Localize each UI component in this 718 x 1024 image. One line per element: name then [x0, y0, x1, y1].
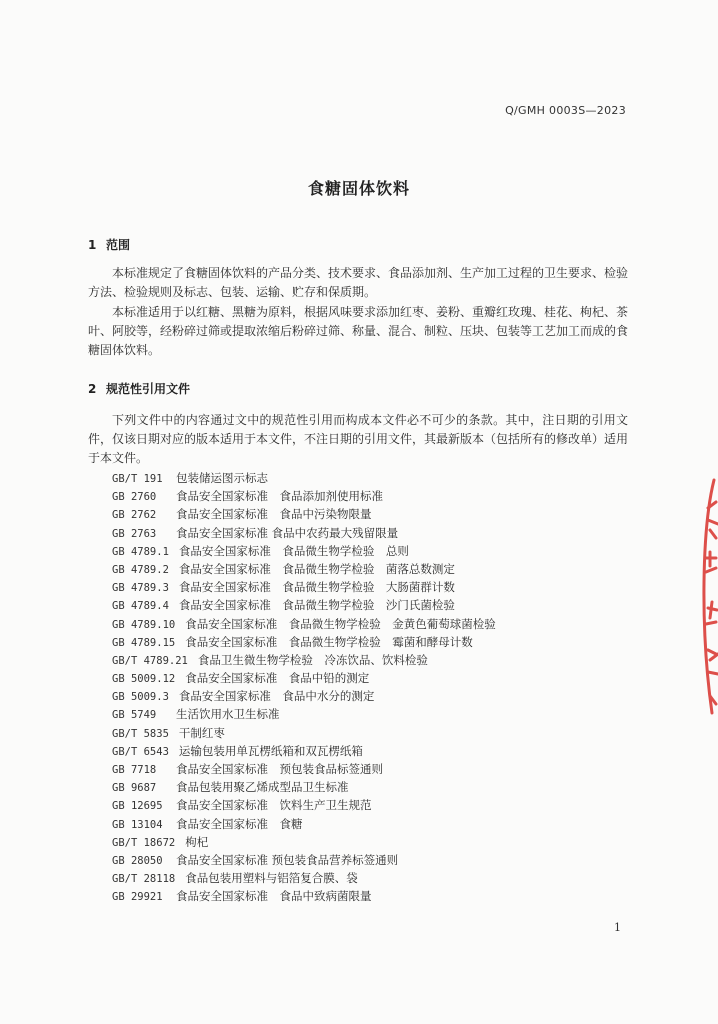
- reference-item: [112, 524, 496, 542]
- reference-title: 食品安全国家标准 食品微生物学检验 总则: [178, 543, 409, 558]
- reference-code: GB 2762: [112, 509, 157, 522]
- reference-code: GB 4789.2: [112, 563, 169, 576]
- reference-item: [112, 560, 496, 578]
- references-intro-paragraph: 下列文件中的内容通过文中的规范性引用而构成本文件必不可少的条款。其中，注日期的引用文件，仅该日期对应的版本适用于本文件，不注日期的引用文件，其最新版本（包括所有的修改单）适用于本文件。: [88, 413, 629, 465]
- reference-code: GB 7718: [112, 764, 157, 776]
- reference-item: [112, 705, 496, 723]
- section-heading-scope: [88, 236, 130, 253]
- reference-code: GB/T 28118: [112, 873, 176, 886]
- official-seal-stamp: [690, 468, 718, 728]
- reference-title: 运输包装用单瓦楞纸箱和双瓦楞纸箱: [178, 743, 363, 758]
- reference-title: 食品安全国家标准 预包装食品标签通则: [176, 762, 383, 776]
- reference-code: GB 9687: [112, 782, 157, 795]
- reference-title: 食品安全国家标准 食品中铅的测定: [185, 671, 370, 686]
- section-number: 1: [88, 238, 97, 252]
- reference-code: GB 28050: [112, 854, 163, 867]
- reference-item: [112, 724, 496, 742]
- reference-item: [112, 796, 496, 814]
- reference-title: 干制红枣: [178, 725, 225, 740]
- reference-item: [112, 687, 496, 705]
- reference-code: GB 5009.12: [112, 673, 176, 686]
- reference-item: [112, 742, 496, 760]
- reference-item: [112, 869, 496, 887]
- section-number: 2: [88, 382, 97, 396]
- reference-item: [112, 651, 496, 669]
- seal-glyph-stroke: [706, 552, 716, 572]
- reference-title: 生活饮用水卫生标准: [176, 707, 280, 722]
- reference-code: GB 5749: [112, 709, 157, 722]
- reference-title: 食品安全国家标准 预包装食品营养标签通则: [176, 852, 399, 867]
- reference-item: [112, 887, 496, 905]
- section-title: 范围: [106, 238, 131, 252]
- reference-title: 食品安全国家标准 食品微生物学检验 大肠菌群计数: [178, 580, 455, 595]
- reference-code: GB 29921: [112, 891, 163, 904]
- reference-item: [112, 487, 496, 505]
- reference-code: GB/T 5835: [112, 727, 169, 740]
- standard-code: Q/GMH 0003S—2023: [505, 104, 626, 117]
- reference-code: GB/T 191: [112, 473, 163, 485]
- reference-title: 食品安全国家标准 食品中农药最大残留限量: [176, 525, 399, 540]
- reference-title: 食品安全国家标准 食品添加剂使用标准: [176, 489, 383, 504]
- reference-code: GB 2763: [112, 527, 157, 540]
- page-number: 1: [614, 921, 621, 934]
- seal-glyph-stroke: [706, 602, 717, 624]
- reference-code: GB/T 6543: [112, 745, 169, 758]
- reference-title: 食品包装用聚乙烯成型品卫生标准: [176, 780, 349, 795]
- reference-title: 食品卫生微生物学检验 冷冻饮品、饮料检验: [197, 652, 428, 667]
- reference-title: 食品安全国家标准 食品微生物学检验 沙门氏菌检验: [178, 598, 455, 613]
- reference-title: 食品安全国家标准 饮料生产卫生规范: [176, 798, 372, 813]
- reference-code: GB 12695: [112, 800, 163, 813]
- reference-item: [112, 542, 496, 560]
- reference-title: 食品安全国家标准 食品微生物学检验 金黄色葡萄球菌检验: [185, 616, 496, 631]
- reference-code: GB 4789.1: [112, 545, 169, 558]
- seal-ring-arc: [704, 480, 714, 713]
- reference-code: GB 4789.4: [112, 600, 169, 613]
- reference-code: GB 5009.3: [112, 691, 169, 704]
- reference-title: 食品安全国家标准 食糖: [176, 816, 303, 831]
- reference-item: [112, 833, 496, 851]
- reference-title: 包装储运图示标志: [176, 471, 268, 485]
- reference-item: [112, 469, 496, 487]
- reference-title: 食品安全国家标准 食品中污染物限量: [176, 507, 372, 522]
- reference-code: GB 4789.3: [112, 582, 169, 595]
- reference-code: GB/T 18672: [112, 836, 176, 849]
- reference-code: GB/T 4789.21: [112, 654, 188, 667]
- reference-item: [112, 578, 496, 596]
- reference-title: 食品安全国家标准 食品中致病菌限量: [176, 889, 372, 904]
- seal-glyph-stroke: [708, 650, 718, 674]
- reference-code: GB 4789.10: [112, 618, 176, 631]
- reference-item: [112, 615, 496, 633]
- reference-item: [112, 669, 496, 687]
- reference-title: 食品包装用塑料与铝箔复合膜、袋: [185, 871, 358, 886]
- seal-glyph-stroke: [708, 502, 718, 538]
- reference-title: 食品安全国家标准 食品微生物学检验 霉菌和酵母计数: [185, 634, 473, 649]
- reference-item: [112, 596, 496, 614]
- reference-code: GB 2760: [112, 491, 157, 504]
- reference-code: GB 4789.15: [112, 636, 176, 649]
- reference-item: [112, 778, 496, 796]
- document-title: 食糖固体饮料: [307, 179, 410, 198]
- scope-paragraph-2: 本标准适用于以红糖、黑糖为原料，根据风味要求添加红枣、姜粉、重瓣红玫瑰、桂花、枸杞、茶叶、阿胶等，经粉碎过筛或提取浓缩后粉碎过筛、称量、混合、制粒、压块、包装等工艺加工而成的食糖固体饮料。: [88, 305, 629, 357]
- reference-item: [112, 851, 496, 869]
- reference-code: GB 13104: [112, 818, 163, 831]
- scope-paragraph-1: 本标准规定了食糖固体饮料的产品分类、技术要求、食品添加剂、生产加工过程的卫生要求、检验方法、检验规则及标志、包装、运输、贮存和保质期。: [88, 266, 629, 299]
- reference-item: [112, 633, 496, 651]
- reference-item: [112, 760, 496, 778]
- reference-list: [112, 469, 496, 906]
- section-title: 规范性引用文件: [106, 382, 191, 396]
- reference-title: 食品安全国家标准 食品微生物学检验 菌落总数测定: [178, 561, 455, 576]
- reference-title: 食品安全国家标准 食品中水分的测定: [178, 689, 375, 704]
- section-heading-normative-references: [88, 380, 190, 397]
- reference-item: [112, 505, 496, 523]
- reference-title: 枸杞: [185, 834, 209, 849]
- reference-item: [112, 815, 496, 833]
